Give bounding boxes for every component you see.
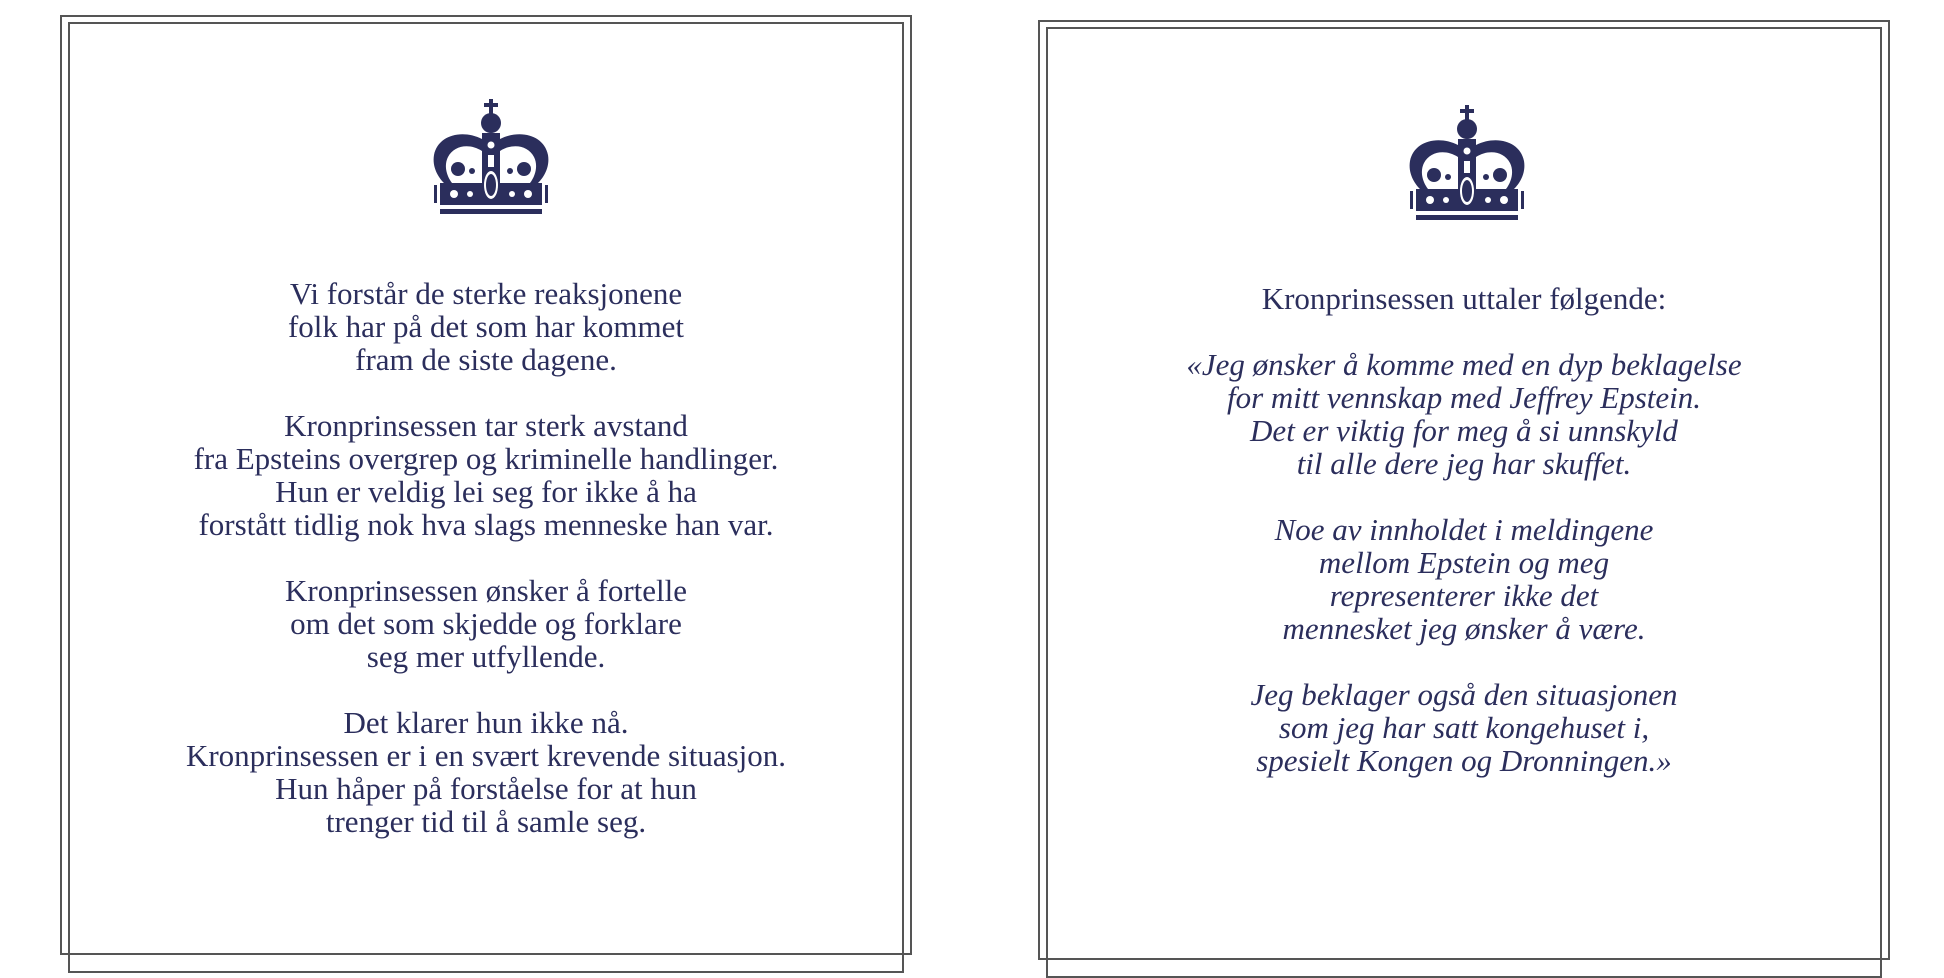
text-line: til alle dere jeg har skuffet. [1296, 446, 1632, 481]
text-line: fram de siste dagene. [355, 342, 617, 377]
text-line: Kronprinsessen er i en svært krevende situasjon. [185, 738, 787, 773]
text-line: seg mer utfyllende. [366, 639, 606, 674]
crown-emblem [432, 99, 550, 219]
text-line: Det er viktig for meg å si unnskyld [1250, 413, 1678, 448]
intro-line: Kronprinsessen uttaler følgende: [1261, 281, 1667, 316]
text-line: Vi forstår de sterke reaksjonene [289, 276, 683, 311]
text-line: Kronprinsessen ønsker å fortelle [284, 573, 688, 608]
crown-emblem [1408, 105, 1526, 225]
text-line: Hun håper på forståelse for at hun [275, 771, 697, 806]
statement-text [62, 277, 910, 871]
text-line: Kronprinsessen tar sterk avstand [284, 408, 688, 443]
paragraph [1040, 513, 1888, 645]
paragraph [62, 574, 910, 673]
right-statement-card [1038, 20, 1890, 960]
text-line: mennesket jeg ønsker å være. [1282, 611, 1646, 646]
paragraph [1040, 678, 1888, 777]
text-line: forstått tidlig nok hva slags menneske han var. [198, 507, 774, 542]
paragraph [62, 409, 910, 541]
paragraph [62, 706, 910, 838]
text-line: mellom Epstein og meg [1318, 545, 1610, 580]
text-line: fra Epsteins overgrep og kriminelle handlinger. [193, 441, 779, 476]
text-line: «Jeg ønsker å komme med en dyp beklagelse [1186, 347, 1742, 382]
text-line: Noe av innholdet i meldingene [1274, 512, 1654, 547]
text-line: om det som skjedde og forklare [290, 606, 682, 641]
crown-icon [1408, 105, 1526, 225]
left-statement-card [60, 15, 912, 955]
text-line: Jeg beklager også den situasjonen [1250, 677, 1678, 712]
intro-paragraph [1040, 282, 1888, 315]
text-line: Hun er veldig lei seg for ikke å ha [275, 474, 697, 509]
text-line: spesielt Kongen og Dronningen.» [1256, 743, 1672, 778]
text-line: representerer ikke det [1329, 578, 1599, 613]
text-line: for mitt vennskap med Jeffrey Epstein. [1226, 380, 1702, 415]
paragraph [1040, 348, 1888, 480]
text-line: Det klarer hun ikke nå. [343, 705, 629, 740]
statement-text [1040, 282, 1888, 810]
paragraph [62, 277, 910, 376]
crown-icon [432, 99, 550, 219]
text-line: som jeg har satt kongehuset i, [1278, 710, 1650, 745]
text-line: folk har på det som har kommet [287, 309, 684, 344]
text-line: trenger tid til å samle seg. [325, 804, 647, 839]
